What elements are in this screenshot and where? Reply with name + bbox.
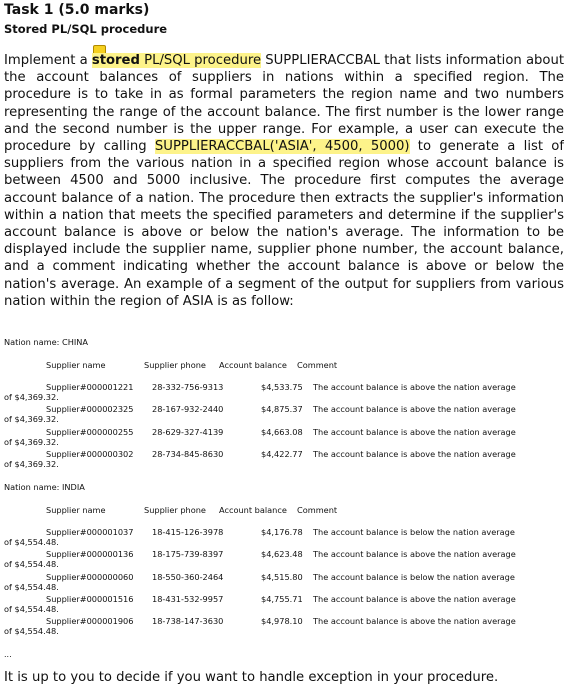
para-text-2: SUPPLIERACCBAL that lists information about the account balances of suppliers in nations within a specified region. The procedure is to take in as formal parameters the region name and two numbers representing the range of the account balance. The first number is the lower range and the second number is the upper range. For example, a user can execute the procedure by calling <box>4 53 564 155</box>
nation-label-india: Nation name: INDIA <box>4 482 85 492</box>
supplier-phone: 18-738-147-3630 <box>152 616 224 626</box>
highlight-plsql: PL/SQL procedure <box>139 53 262 68</box>
supplier-name: Supplier#000001037 <box>46 527 134 537</box>
task-description <box>4 52 564 310</box>
account-balance: $4,623.48 <box>261 549 303 559</box>
footer-note: It is up to you to decide if you want to handle exception in your procedure. <box>4 670 499 685</box>
account-balance: $4,515.80 <box>261 572 303 582</box>
account-balance: $4,422.77 <box>261 449 303 459</box>
supplier-phone: 18-431-532-9957 <box>152 594 224 604</box>
nation-average: of $4,554.48. <box>4 559 59 569</box>
supplier-phone: 18-415-126-3978 <box>152 527 224 537</box>
table-row <box>0 382 543 405</box>
comment: The account balance is above the nation average <box>313 549 516 559</box>
nation-average: of $4,369.32. <box>4 392 59 402</box>
col-header-balance: Account balance <box>219 360 287 370</box>
para-text-1: Implement a <box>4 53 92 68</box>
task-title: Task 1 (5.0 marks) <box>4 2 150 18</box>
nation-label-china: Nation name: CHINA <box>4 337 89 347</box>
supplier-phone: 28-629-327-4139 <box>152 427 224 437</box>
supplier-name: Supplier#000002325 <box>46 404 134 414</box>
account-balance: $4,875.37 <box>261 404 303 414</box>
ellipsis: ... <box>4 650 12 659</box>
nation-average: of $4,554.48. <box>4 582 59 592</box>
table-row <box>0 449 543 472</box>
nation-average: of $4,369.32. <box>4 459 59 469</box>
nation-average: of $4,554.48. <box>4 537 59 547</box>
col-header-phone: Supplier phone <box>144 505 206 515</box>
supplier-phone: 18-550-360-2464 <box>152 572 224 582</box>
col-header-name: Supplier name <box>46 360 106 370</box>
comment: The account balance is above the nation average <box>313 382 516 392</box>
col-header-name: Supplier name <box>46 505 106 515</box>
account-balance: $4,755.71 <box>261 594 303 604</box>
highlight-call-example: SUPPLIERACCBAL('ASIA', 4500, 5000) <box>154 139 410 155</box>
account-balance: $4,978.10 <box>261 616 303 626</box>
para-text-3: to generate a list of suppliers from the various nation in a specified region whose account balance is between 4500 and 5000 inclusive. The procedure first computes the average account balance of a nation. The procedure then extracts the supplier's information within a nation that meets the specified parameters and determine if the supplier's account balance is above or below the nation's average. The information to be displayed include the supplier name, supplier phone number, the account balance, and a comment indicating whether the account balance is above or below the nation's average. An example of a segment of the output for suppliers from various nation within the region of ASIA is as follow: <box>4 139 564 309</box>
account-balance: $4,176.78 <box>261 527 303 537</box>
account-balance: $4,663.08 <box>261 427 303 437</box>
supplier-phone: 28-167-932-2440 <box>152 404 224 414</box>
supplier-name: Supplier#000000136 <box>46 549 134 559</box>
supplier-name: Supplier#000001516 <box>46 594 134 604</box>
table-row <box>0 594 543 617</box>
supplier-name: Supplier#000000302 <box>46 449 134 459</box>
col-header-phone: Supplier phone <box>144 360 206 370</box>
nation-average: of $4,554.48. <box>4 604 59 614</box>
comment: The account balance is above the nation average <box>313 449 516 459</box>
col-header-balance: Account balance <box>219 505 287 515</box>
highlight-stored: stored <box>91 53 140 68</box>
comment: The account balance is above the nation average <box>313 404 516 414</box>
table-row <box>0 527 543 550</box>
nation-average: of $4,554.48. <box>4 626 59 636</box>
table-row <box>0 549 543 572</box>
supplier-name: Supplier#000000255 <box>46 427 134 437</box>
nation-average: of $4,369.32. <box>4 414 59 424</box>
comment: The account balance is above the nation average <box>313 594 516 604</box>
supplier-phone: 18-175-739-8397 <box>152 549 224 559</box>
comment: The account balance is above the nation average <box>313 616 516 626</box>
nation-average: of $4,369.32. <box>4 437 59 447</box>
supplier-phone: 28-332-756-9313 <box>152 382 224 392</box>
table-row <box>0 572 543 595</box>
account-balance: $4,533.75 <box>261 382 303 392</box>
col-header-comment: Comment <box>297 360 338 370</box>
comment: The account balance is below the nation average <box>313 572 515 582</box>
supplier-name: Supplier#000000060 <box>46 572 134 582</box>
comment: The account balance is above the nation average <box>313 427 516 437</box>
supplier-name: Supplier#000001221 <box>46 382 134 392</box>
supplier-phone: 28-734-845-8630 <box>152 449 224 459</box>
comment: The account balance is below the nation average <box>313 527 515 537</box>
task-subtitle: Stored PL/SQL procedure <box>4 22 168 36</box>
table-row <box>0 616 543 639</box>
table-row <box>0 427 543 450</box>
table-row <box>0 404 543 427</box>
supplier-name: Supplier#000001906 <box>46 616 134 626</box>
col-header-comment: Comment <box>297 505 338 515</box>
